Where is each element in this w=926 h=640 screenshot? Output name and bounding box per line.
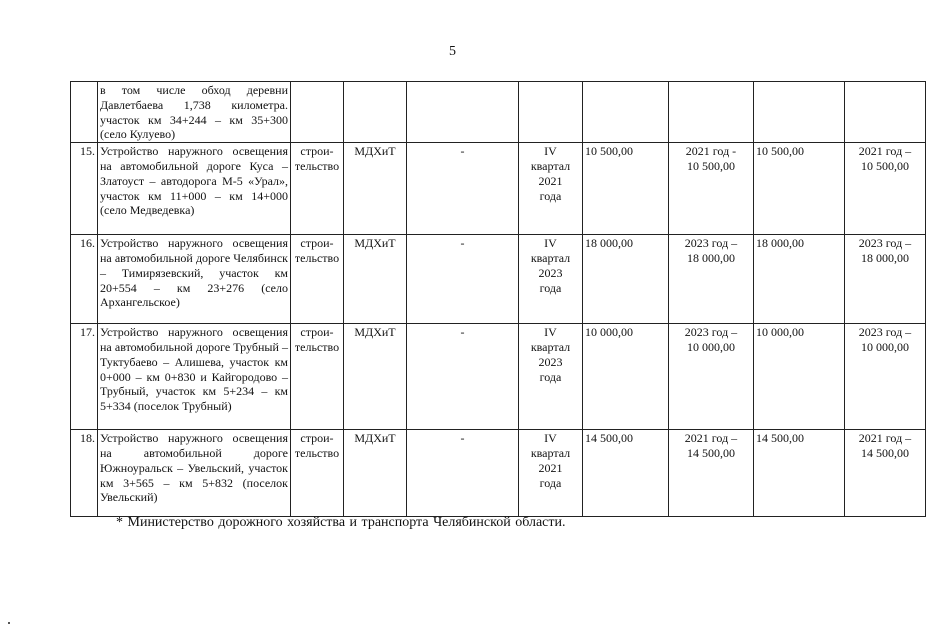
cell-period (519, 82, 583, 143)
period-line: года (539, 188, 562, 203)
cell-amount-2: 10 500,00 (754, 143, 845, 235)
cell-year-amount (669, 430, 754, 517)
table-row (71, 324, 926, 430)
year-line: 14 500,00 (687, 445, 735, 460)
period-line: IV (544, 236, 557, 251)
type-line: строи- (300, 431, 334, 446)
year-line: 10 000,00 (687, 339, 735, 354)
cell-org: МДХиТ (344, 430, 407, 517)
period-line: квартал (530, 250, 571, 265)
projects-table (70, 81, 926, 517)
cell-year-amount-2 (845, 430, 926, 517)
period-line: года (539, 280, 562, 295)
cell-amount (583, 82, 669, 143)
period-line: 2021 (538, 460, 563, 475)
type-line: тельство (294, 339, 340, 354)
table-row-continuation (71, 82, 926, 143)
cell-amount: 10 000,00 (583, 324, 669, 430)
cell-type (291, 235, 344, 324)
year-line: 10 500,00 (687, 158, 735, 173)
cell-year-amount-2 (845, 235, 926, 324)
year-line: 2021 год – (858, 144, 912, 159)
year-line: 2021 год – (684, 431, 738, 446)
period-line: квартал (530, 339, 571, 354)
cell-period (519, 235, 583, 324)
cell-amount: 14 500,00 (583, 430, 669, 517)
cell-org: МДХиТ (344, 324, 407, 430)
cell-year-amount-2 (845, 82, 926, 143)
year-line: 10 500,00 (861, 158, 909, 173)
cell-dash: - (407, 430, 519, 517)
cell-dash: - (407, 143, 519, 235)
cell-year-amount (669, 324, 754, 430)
type-line: тельство (294, 250, 340, 265)
cell-period (519, 324, 583, 430)
type-line: строи- (300, 325, 334, 340)
period-line: 2023 (538, 354, 563, 369)
cell-amount-2: 14 500,00 (754, 430, 845, 517)
cell-org: МДХиТ (344, 235, 407, 324)
cell-num: 17. (71, 324, 98, 430)
cell-amount: 18 000,00 (583, 235, 669, 324)
year-line: 18 000,00 (687, 250, 735, 265)
cell-org: МДХиТ (344, 143, 407, 235)
period-line: 2021 (538, 173, 563, 188)
cell-period (519, 430, 583, 517)
page-number: 5 (449, 44, 456, 59)
cell-period (519, 143, 583, 235)
year-line: 10 000,00 (861, 339, 909, 354)
cell-amount-2 (754, 82, 845, 143)
type-line: тельство (294, 158, 340, 173)
cell-type (291, 430, 344, 517)
year-line: 2023 год – (858, 236, 912, 251)
cell-description: Устройство наружного освещения на автомобильной дороге Челябинск – Тимирязевский, участок км 20+554 – км 23+276 (село Архангельское) (98, 235, 291, 324)
year-line: 14 500,00 (861, 445, 909, 460)
period-line: IV (544, 325, 557, 340)
period-line: квартал (530, 158, 571, 173)
year-line: 2023 год – (684, 236, 738, 251)
cell-type (291, 324, 344, 430)
cell-dash: - (407, 235, 519, 324)
type-line: строи- (300, 236, 334, 251)
cell-year-amount (669, 143, 754, 235)
cell-description: в том числе обход деревни Давлетбаева 1,738 километра. участок км 34+244 – км 35+300 (село Кулуево) (98, 82, 291, 143)
period-line: квартал (530, 445, 571, 460)
year-line: 2021 год – (858, 431, 912, 446)
cell-num: 16. (71, 235, 98, 324)
table-row (71, 430, 926, 517)
year-line: 2021 год - (685, 144, 737, 159)
cell-amount-2: 18 000,00 (754, 235, 845, 324)
table-row (71, 235, 926, 324)
period-line: 2023 (538, 265, 563, 280)
cell-year-amount-2 (845, 143, 926, 235)
footnote: * Министерство дорожного хозяйства и транспорта Челябинской области. (116, 515, 566, 530)
cell-year-amount-2 (845, 324, 926, 430)
cell-year-amount (669, 235, 754, 324)
scan-speck (8, 622, 10, 624)
cell-amount-2: 10 000,00 (754, 324, 845, 430)
period-line: года (539, 475, 562, 490)
cell-org (344, 82, 407, 143)
year-line: 2023 год – (858, 325, 912, 340)
type-line: тельство (294, 445, 340, 460)
cell-num: 18. (71, 430, 98, 517)
year-line: 2023 год – (684, 325, 738, 340)
cell-type (291, 82, 344, 143)
cell-type (291, 143, 344, 235)
cell-num (71, 82, 98, 143)
cell-dash (407, 82, 519, 143)
period-line: IV (544, 144, 557, 159)
table-row (71, 143, 926, 235)
period-line: года (539, 369, 562, 384)
cell-dash: - (407, 324, 519, 430)
cell-description: Устройство наружного освещения на автомобильной дороге Трубный – Туктубаево – Алишева, участок км 0+000 – км 0+830 и Кайгородово – Трубный, участок км 5+234 – км 5+334 (поселок Трубный) (98, 324, 291, 430)
type-line: строи- (300, 144, 334, 159)
cell-num: 15. (71, 143, 98, 235)
cell-description: Устройство наружного освещения на автомобильной дороге Южноуральск – Увельский, участок км 3+565 – км 5+832 (поселок Увельский) (98, 430, 291, 517)
cell-amount: 10 500,00 (583, 143, 669, 235)
cell-year-amount (669, 82, 754, 143)
year-line: 18 000,00 (861, 250, 909, 265)
period-line: IV (544, 431, 557, 446)
cell-description: Устройство наружного освещения на автомобильной дороге Куса – Златоуст – автодорога М-5 «Урал», участок км 11+000 – км 14+000 (село Медведевка) (98, 143, 291, 235)
